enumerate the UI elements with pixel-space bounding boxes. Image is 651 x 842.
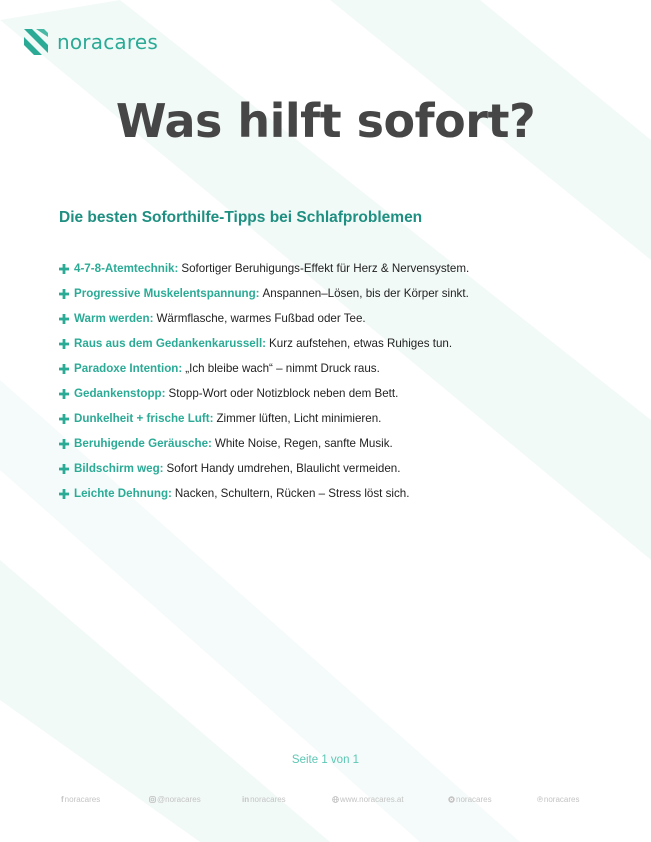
list-item bbox=[59, 331, 469, 356]
page-title: Was hilft sofort? bbox=[115, 94, 536, 148]
tips-list bbox=[59, 256, 469, 506]
tip-text: Sofortiger Beruhigungs-Effekt für Herz & Nervensystem. bbox=[181, 262, 470, 275]
tip-label: Progressive Muskelentspannung: bbox=[74, 287, 260, 300]
tip-label: Warm werden: bbox=[74, 312, 154, 325]
footer-threads[interactable] bbox=[448, 795, 492, 804]
tip-text: Kurz aufstehen, etwas Ruhiges tun. bbox=[269, 337, 453, 350]
tip-text: Nacken, Schultern, Rücken – Stress löst sich. bbox=[174, 487, 410, 500]
plus-icon bbox=[59, 389, 69, 399]
list-item bbox=[59, 406, 469, 431]
footer-pinterest[interactable] bbox=[537, 795, 579, 804]
logo-text: noracares bbox=[57, 30, 158, 54]
list-item bbox=[59, 256, 469, 281]
page-counter: Seite 1 von 1 bbox=[291, 754, 360, 766]
tip-text: White Noise, Regen, sanfte Musik. bbox=[214, 437, 393, 450]
list-item bbox=[59, 356, 469, 381]
logo bbox=[23, 28, 158, 56]
list-item bbox=[59, 281, 469, 306]
tip-label: Paradoxe Intention: bbox=[74, 362, 183, 375]
pinterest-icon: ℗ bbox=[537, 795, 543, 804]
footer-instagram-text: @noracares bbox=[157, 795, 201, 804]
plus-icon bbox=[59, 264, 69, 274]
tip-label: Raus aus dem Gedankenkarussell: bbox=[74, 337, 267, 350]
tip-text: „Ich bleibe wach“ – nimmt Druck raus. bbox=[185, 362, 380, 375]
plus-icon bbox=[59, 364, 69, 374]
footer-threads-text: noracares bbox=[456, 795, 492, 804]
globe-icon bbox=[332, 796, 339, 803]
instagram-icon bbox=[149, 796, 156, 803]
plus-icon bbox=[59, 339, 69, 349]
footer-facebook[interactable] bbox=[61, 795, 100, 804]
threads-icon bbox=[448, 796, 455, 803]
list-item bbox=[59, 481, 469, 506]
plus-icon bbox=[59, 414, 69, 424]
footer-linkedin[interactable] bbox=[242, 795, 286, 804]
list-item bbox=[59, 431, 469, 456]
plus-icon bbox=[59, 464, 69, 474]
tip-text: Stopp-Wort oder Notizblock neben dem Bett. bbox=[168, 387, 399, 400]
list-item bbox=[59, 456, 469, 481]
tip-text: Zimmer lüften, Licht minimieren. bbox=[216, 412, 382, 425]
tip-label: Gedankenstopp: bbox=[74, 387, 166, 400]
footer-website-text: www.noracares.at bbox=[340, 795, 404, 804]
plus-icon bbox=[59, 489, 69, 499]
tip-text: Sofort Handy umdrehen, Blaulicht vermeiden. bbox=[166, 462, 401, 475]
tip-label: Leichte Dehnung: bbox=[74, 487, 172, 500]
page-subtitle: Die besten Soforthilfe-Tipps bei Schlafproblemen bbox=[59, 209, 423, 226]
facebook-icon: f bbox=[61, 795, 64, 804]
list-item bbox=[59, 306, 469, 331]
linkedin-icon: in bbox=[242, 795, 250, 804]
footer-facebook-text: noracares bbox=[64, 795, 101, 804]
noracares-logo-mark-icon bbox=[23, 28, 49, 56]
tip-label: Bildschirm weg: bbox=[74, 462, 164, 475]
footer-instagram[interactable] bbox=[149, 795, 201, 804]
tip-label: Dunkelheit + frische Luft: bbox=[74, 412, 214, 425]
footer-linkedin-text: noracares bbox=[250, 795, 286, 804]
plus-icon bbox=[59, 289, 69, 299]
footer-website[interactable] bbox=[332, 795, 404, 804]
tip-text: Anspannen–Lösen, bis der Körper sinkt. bbox=[262, 287, 469, 300]
tip-label: 4-7-8-Atemtechnik: bbox=[74, 262, 179, 275]
tip-text: Wärmflasche, warmes Fußbad oder Tee. bbox=[156, 312, 366, 325]
list-item bbox=[59, 381, 469, 406]
plus-icon bbox=[59, 314, 69, 324]
tip-label: Beruhigende Geräusche: bbox=[74, 437, 212, 450]
plus-icon bbox=[59, 439, 69, 449]
footer-pinterest-text: noracares bbox=[543, 795, 580, 804]
